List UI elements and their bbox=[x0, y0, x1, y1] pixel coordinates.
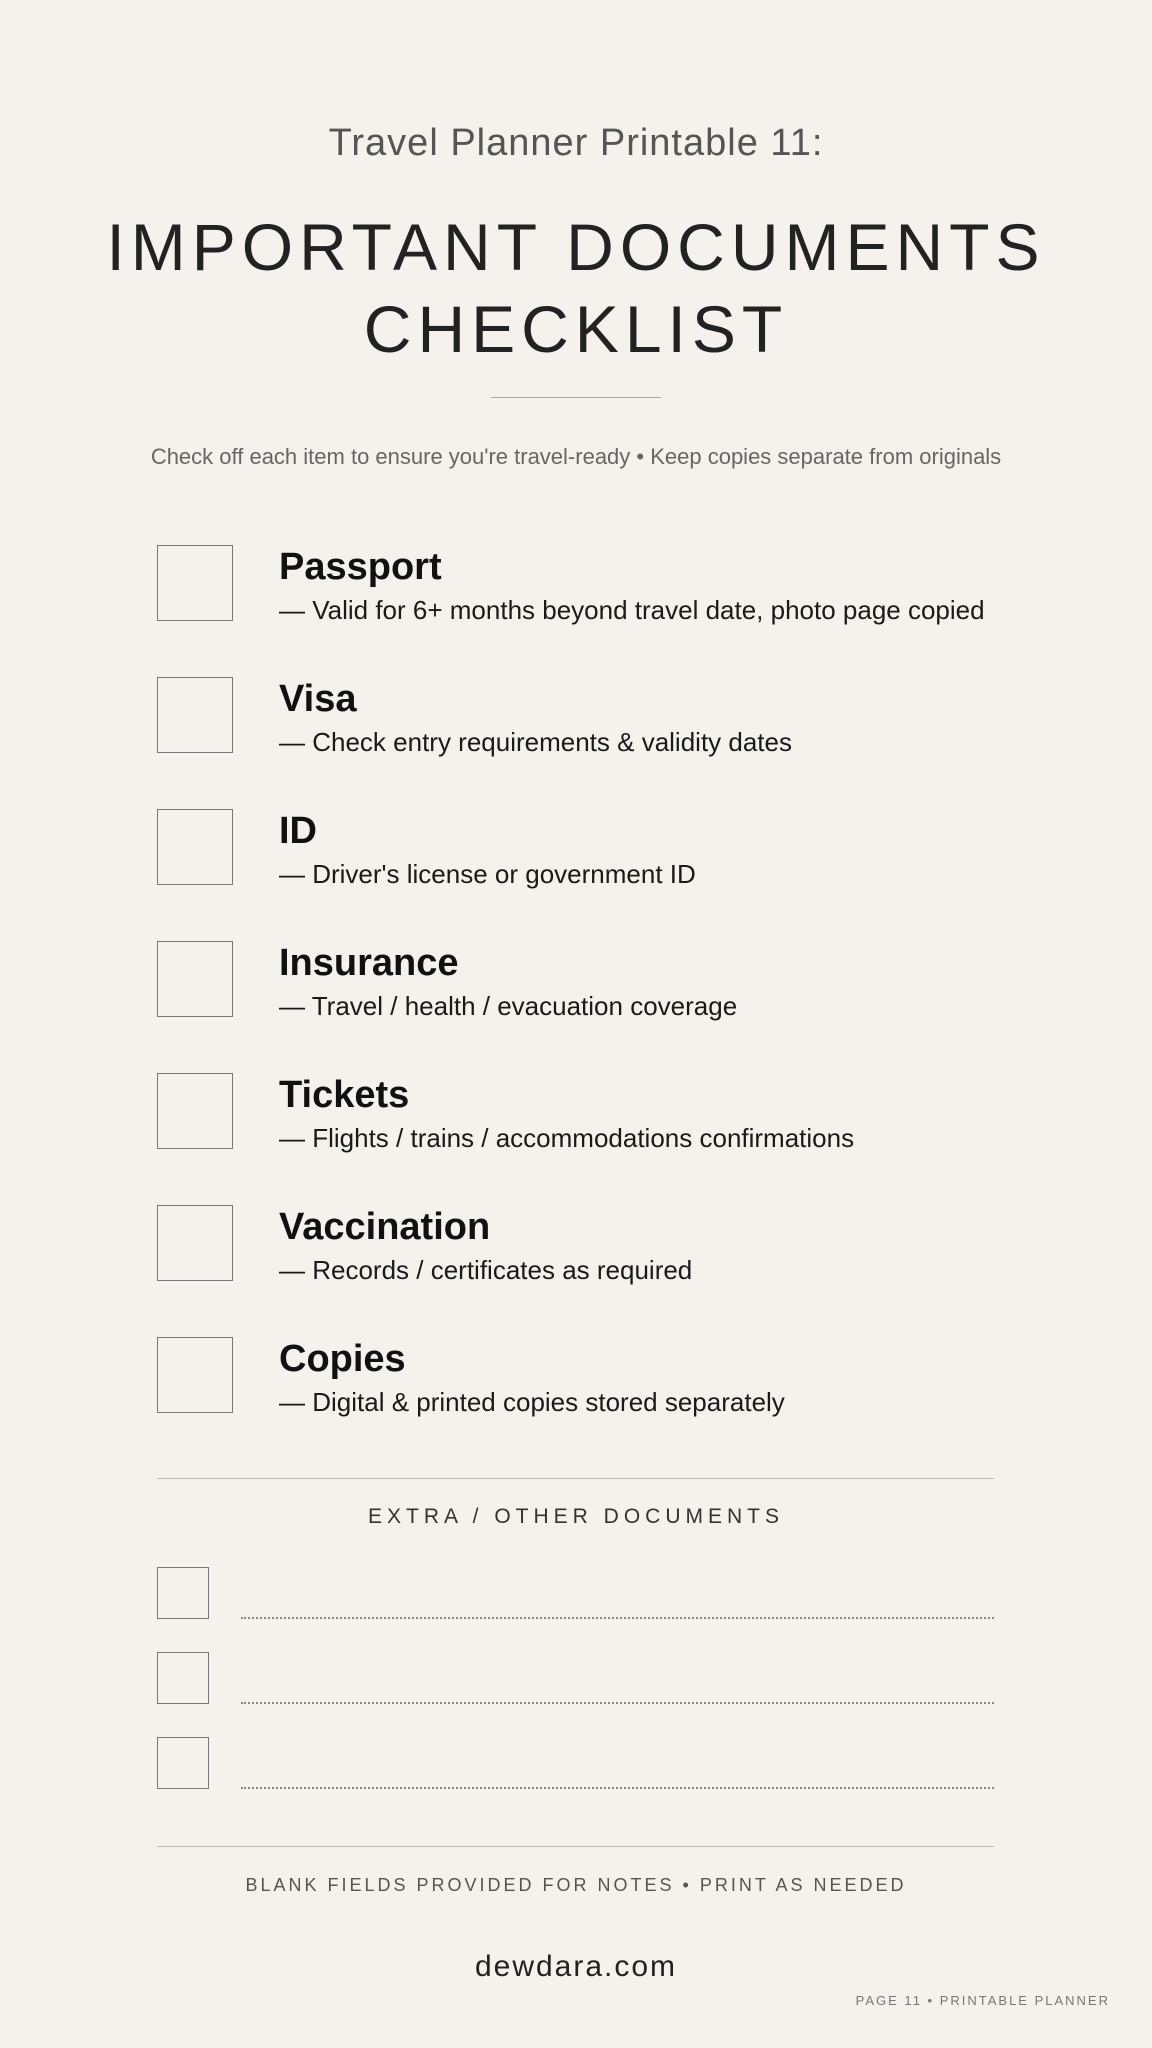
checklist-item-insurance bbox=[157, 941, 1027, 1073]
footer-note: BLANK FIELDS PROVIDED FOR NOTES • PRINT AS NEEDED bbox=[245, 1875, 907, 1895]
extra-write-line-2[interactable] bbox=[241, 1702, 994, 1704]
item-description: — Digital & printed copies stored separately bbox=[279, 1387, 785, 1417]
item-description: — Flights / trains / accommodations confirmations bbox=[279, 1123, 855, 1153]
tickets-checkbox[interactable] bbox=[157, 1073, 233, 1149]
site-name: dewdara.com bbox=[474, 1950, 678, 1983]
item-name: Passport bbox=[279, 546, 442, 588]
passport-checkbox[interactable] bbox=[157, 545, 233, 621]
insurance-checkbox[interactable] bbox=[157, 941, 233, 1017]
item-name: Visa bbox=[279, 678, 357, 720]
checklist-item-copies bbox=[157, 1337, 1027, 1469]
extra-checkbox-1[interactable] bbox=[157, 1567, 209, 1619]
item-description: — Check entry requirements & validity dates bbox=[279, 727, 792, 757]
title-line-2: CHECKLIST bbox=[363, 292, 789, 366]
extra-documents-heading: EXTRA / OTHER DOCUMENTS bbox=[367, 1505, 785, 1528]
id-checkbox[interactable] bbox=[157, 809, 233, 885]
visa-checkbox[interactable] bbox=[157, 677, 233, 753]
extra-checkbox-2[interactable] bbox=[157, 1652, 209, 1704]
vaccination-checkbox[interactable] bbox=[157, 1205, 233, 1281]
section-divider-bottom bbox=[157, 1846, 994, 1847]
item-name: Copies bbox=[279, 1338, 406, 1380]
extra-row-1 bbox=[157, 1567, 994, 1619]
page-title bbox=[0, 206, 1152, 370]
title-line-1: IMPORTANT DOCUMENTS bbox=[106, 210, 1046, 284]
item-description: — Records / certificates as required bbox=[279, 1255, 693, 1285]
page-subtitle: Travel Planner Printable 11: bbox=[328, 122, 824, 164]
item-description: — Valid for 6+ months beyond travel date, photo page copied bbox=[279, 595, 985, 625]
item-name: Vaccination bbox=[279, 1206, 491, 1248]
item-description: — Travel / health / evacuation coverage bbox=[279, 991, 738, 1021]
checklist bbox=[157, 545, 1027, 1469]
extra-write-line-3[interactable] bbox=[241, 1787, 994, 1789]
section-divider-top bbox=[157, 1478, 994, 1479]
extra-row-3 bbox=[157, 1737, 994, 1789]
item-description: — Driver's license or government ID bbox=[279, 859, 696, 889]
extra-write-line-1[interactable] bbox=[241, 1617, 994, 1619]
title-divider bbox=[491, 397, 661, 398]
page-label: PAGE 11 • PRINTABLE PLANNER bbox=[855, 1993, 1110, 2008]
item-name: Tickets bbox=[279, 1074, 410, 1116]
item-name: ID bbox=[279, 810, 317, 852]
page-tagline: Check off each item to ensure you're travel-ready • Keep copies separate from originals bbox=[150, 444, 1002, 469]
checklist-item-visa bbox=[157, 677, 1027, 809]
checklist-item-id bbox=[157, 809, 1027, 941]
checklist-item-tickets bbox=[157, 1073, 1027, 1205]
checklist-item-passport bbox=[157, 545, 1027, 677]
item-name: Insurance bbox=[279, 942, 459, 984]
extra-row-2 bbox=[157, 1652, 994, 1704]
extra-checkbox-3[interactable] bbox=[157, 1737, 209, 1789]
copies-checkbox[interactable] bbox=[157, 1337, 233, 1413]
checklist-item-vaccination bbox=[157, 1205, 1027, 1337]
